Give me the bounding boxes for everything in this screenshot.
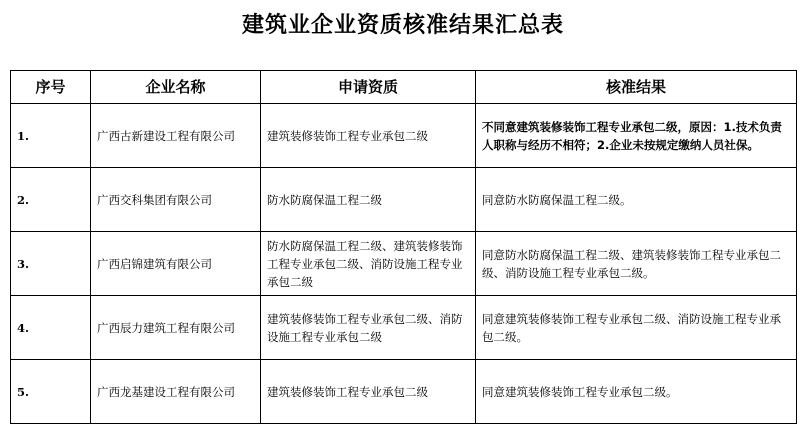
row-seq: 4. — [11, 296, 91, 360]
table-row — [11, 168, 797, 232]
table-header-row — [11, 71, 797, 104]
row-qualification: 建筑装修装饰工程专业承包二级、消防设施工程专业承包二级 — [261, 296, 476, 360]
row-company: 广西交科集团有限公司 — [91, 168, 261, 232]
row-result: 同意防水防腐保温工程二级。 — [476, 168, 797, 232]
row-company: 广西启锦建筑有限公司 — [91, 232, 261, 296]
row-result: 不同意建筑装修装饰工程专业承包二级，原因：1.技术负责人职称与经历不相符；2.企业未按规定缴纳人员社保。 — [476, 104, 797, 168]
row-qualification: 建筑装修装饰工程专业承包二级 — [261, 104, 476, 168]
row-seq: 1. — [11, 104, 91, 168]
row-result: 同意防水防腐保温工程二级、建筑装修装饰工程专业承包二级、消防设施工程专业承包二级。 — [476, 232, 797, 296]
table-row — [11, 104, 797, 168]
table-row — [11, 296, 797, 360]
row-company: 广西辰力建筑工程有限公司 — [91, 296, 261, 360]
row-seq: 5. — [11, 360, 91, 424]
header-company: 企业名称 — [91, 71, 261, 104]
row-qualification: 防水防腐保温工程二级、建筑装修装饰工程专业承包二级、消防设施工程专业承包二级 — [261, 232, 476, 296]
page-title: 建筑业企业资质核准结果汇总表 — [241, 12, 564, 38]
row-company: 广西古新建设工程有限公司 — [91, 104, 261, 168]
table-row — [11, 232, 797, 296]
row-seq: 2. — [11, 168, 91, 232]
row-qualification: 防水防腐保温工程二级 — [261, 168, 476, 232]
row-result: 同意建筑装修装饰工程专业承包二级。 — [476, 360, 797, 424]
row-qualification: 建筑装修装饰工程专业承包二级 — [261, 360, 476, 424]
row-result: 同意建筑装修装饰工程专业承包二级、消防设施工程专业承包二级。 — [476, 296, 797, 360]
header-qualification: 申请资质 — [261, 71, 476, 104]
row-seq: 3. — [11, 232, 91, 296]
table-row — [11, 360, 797, 424]
row-company: 广西龙基建设工程有限公司 — [91, 360, 261, 424]
results-table — [10, 70, 797, 424]
header-result: 核准结果 — [476, 71, 797, 104]
header-seq: 序号 — [11, 71, 91, 104]
